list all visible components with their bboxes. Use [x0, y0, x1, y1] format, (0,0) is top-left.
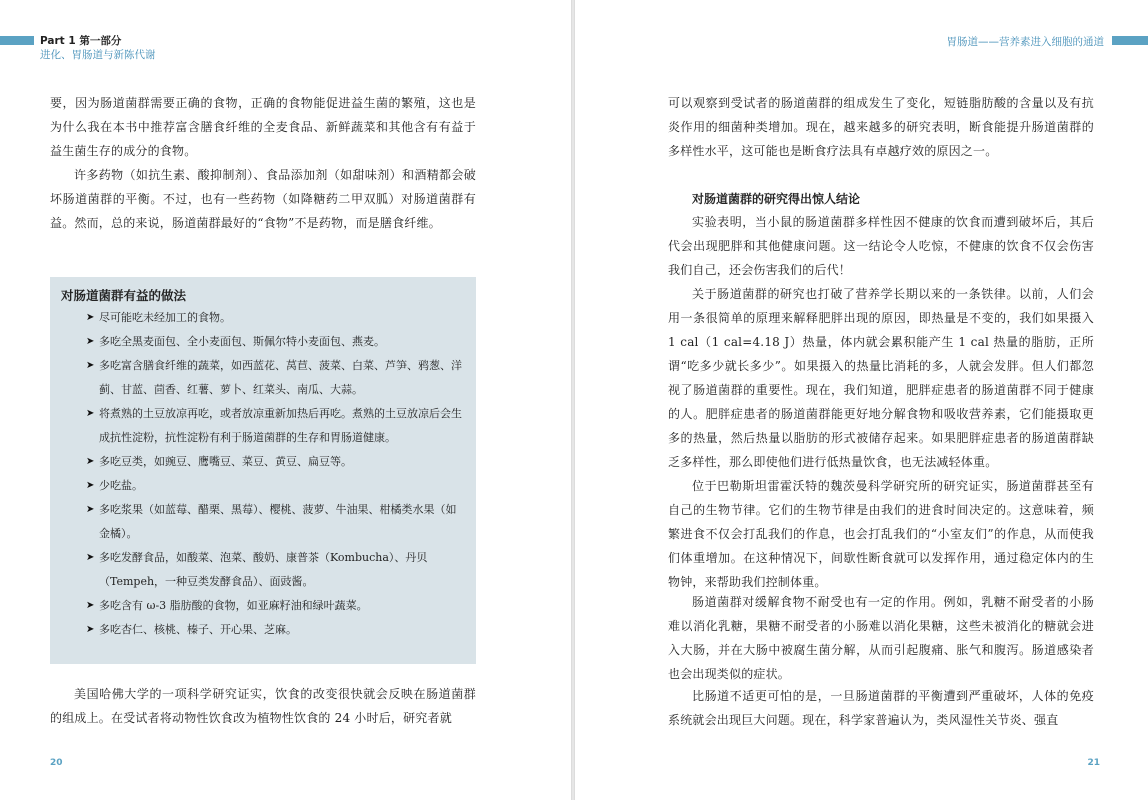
header-accent-bar — [1112, 36, 1148, 45]
list-item: ➤ 尽可能吃未经加工的食物。 — [86, 306, 466, 330]
body-paragraph: 位于巴勒斯坦雷霍沃特的魏茨曼科学研究所的研究证实，肠道菌群甚至有自己的生物节律。它们的生物节律是由我们的进食时间决定的。这意味着，频繁进食不仅会打乱我们的作息，也会打乱我们的“小室友们”的作息，从而使我们体重增加。在这种情况下，间歇性断食就可以发挥作用，通过稳定体内的生物钟，来帮助我们控制体重。 — [668, 479, 1094, 589]
header-chapter-subtitle: 进化、胃肠道与新陈代谢 — [40, 49, 156, 61]
list-item: ➤ 多吃豆类，如豌豆、鹰嘴豆、菜豆、黄豆、扁豆等。 — [86, 450, 466, 474]
tip-box — [50, 277, 476, 664]
body-paragraph: 许多药物（如抗生素、酸抑制剂）、食品添加剂（如甜味剂）和酒精都会破坏肠道菌群的平衡。不过，也有一些药物（如降糖药二甲双胍）对肠道菌群有益。然而，总的来说，肠道菌群最好的“食物”不是药物，而是膳食纤维。 — [50, 168, 476, 230]
list-item: ➤ 少吃盐。 — [86, 474, 466, 498]
left-page — [0, 0, 571, 800]
page-number: 21 — [1087, 758, 1100, 768]
list-item: ➤ 多吃发酵食品，如酸菜、泡菜、酸奶、康普茶（Kombucha）、丹贝（Tempeh，一种豆类发酵食品）、面豉酱。 — [86, 546, 466, 594]
header-chapter-title: 胃肠道——营养素进入细胞的通道 — [946, 36, 1104, 48]
arrow-bullet-icon: ➤ — [86, 600, 95, 611]
body-paragraph: 要，因为肠道菌群需要正确的食物，正确的食物能促进益生菌的繁殖，这也是为什么我在本书中推荐富含膳食纤维的全麦食品、新鲜蔬菜和其他含有有益于益生菌生存的成分的食物。 — [50, 96, 476, 158]
tip-list — [86, 306, 466, 642]
arrow-bullet-icon: ➤ — [86, 408, 95, 419]
body-paragraph: 比肠道不适更可怕的是，一旦肠道菌群的平衡遭到严重破坏，人体的免疫系统就会出现巨大问题。现在，科学家普遍认为，类风湿性关节炎、强直 — [668, 689, 1094, 727]
arrow-bullet-icon: ➤ — [86, 552, 95, 563]
body-paragraph: 肠道菌群对缓解食物不耐受也有一定的作用。例如，乳糖不耐受者的小肠难以消化乳糖，果糖不耐受者的小肠难以消化果糖，这些未被消化的糖就会进入大肠，并在大肠中被腐生菌分解，从而引起腹痛、胀气和腹泻。肠道感染者也会出现类似的症状。 — [668, 595, 1094, 681]
arrow-bullet-icon: ➤ — [86, 504, 95, 515]
section-heading: 对肠道菌群的研究得出惊人结论 — [692, 192, 861, 206]
arrow-bullet-icon: ➤ — [86, 360, 95, 371]
arrow-bullet-icon: ➤ — [86, 624, 95, 635]
arrow-bullet-icon: ➤ — [86, 456, 95, 467]
list-item: ➤ 多吃全黑麦面包、全小麦面包、斯佩尔特小麦面包、燕麦。 — [86, 330, 466, 354]
list-item: ➤ 多吃浆果（如蓝莓、醋栗、黑莓）、樱桃、菠萝、牛油果、柑橘类水果（如金橘）。 — [86, 498, 466, 546]
list-item: ➤ 将煮熟的土豆放凉再吃，或者放凉重新加热后再吃。煮熟的土豆放凉后会生成抗性淀粉，抗性淀粉有利于肠道菌群的生存和胃肠道健康。 — [86, 402, 466, 450]
body-paragraph: 可以观察到受试者的肠道菌群的组成发生了变化，短链脂肪酸的含量以及有抗炎作用的细菌种类增加。现在，越来越多的研究表明，断食能提升肠道菌群的多样性水平，这可能也是断食疗法具有卓越疗效的原因之一。 — [668, 96, 1094, 158]
list-item: ➤ 多吃杏仁、核桃、榛子、开心果、芝麻。 — [86, 618, 466, 642]
body-paragraph: 关于肠道菌群的研究也打破了营养学长期以来的一条铁律。以前，人们会用一条很简单的原理来解释肥胖出现的原因，即热量是不变的，我们如果摄入 1 cal（1 cal=4.18 J）热量，体内就会累积能产生 1 cal 热量的脂肪，正所谓“吃多少就长多少”。如果摄入的热量比消耗的多，人就会发胖。但人们都忽视了肠道菌群的重要性。现在，我们知道，肥胖症患者的肠道菌群不同于健康的人。肥胖症患者的肠道菌群能更好地分解食物和吸收营养素，它们能摄取更多的热量，然后热量以脂肪的形式被储存起来。如果肥胖症患者的肠道菌群缺乏多样性，那么即使他们进行低热量饮食，也无法减轻体重。 — [668, 287, 1094, 469]
arrow-bullet-icon: ➤ — [86, 312, 95, 323]
right-page — [575, 0, 1148, 800]
body-paragraph: 实验表明，当小鼠的肠道菌群多样性因不健康的饮食而遭到破坏后，其后代会出现肥胖和其他健康问题。这一结论令人吃惊，不健康的饮食不仅会伤害我们自己，还会伤害我们的后代！ — [668, 215, 1094, 277]
body-paragraph: 美国哈佛大学的一项科学研究证实，饮食的改变很快就会反映在肠道菌群的组成上。在受试者将动物性饮食改为植物性饮食的 24 小时后，研究者就 — [50, 687, 476, 725]
arrow-bullet-icon: ➤ — [86, 336, 95, 347]
tip-box-title: 对肠道菌群有益的做法 — [61, 288, 187, 303]
header-part-label: Part 1 第一部分 — [40, 35, 122, 47]
header-accent-bar — [0, 36, 34, 45]
list-item: ➤ 多吃含有 ω-3 脂肪酸的食物，如亚麻籽油和绿叶蔬菜。 — [86, 594, 466, 618]
arrow-bullet-icon: ➤ — [86, 480, 95, 491]
page-number: 20 — [50, 758, 63, 768]
list-item: ➤ 多吃富含膳食纤维的蔬菜，如西蓝花、莴苣、菠菜、白菜、芦笋、鸦葱、洋蓟、甘蓝、茴香、红薯、萝卜、红菜头、南瓜、大蒜。 — [86, 354, 466, 402]
